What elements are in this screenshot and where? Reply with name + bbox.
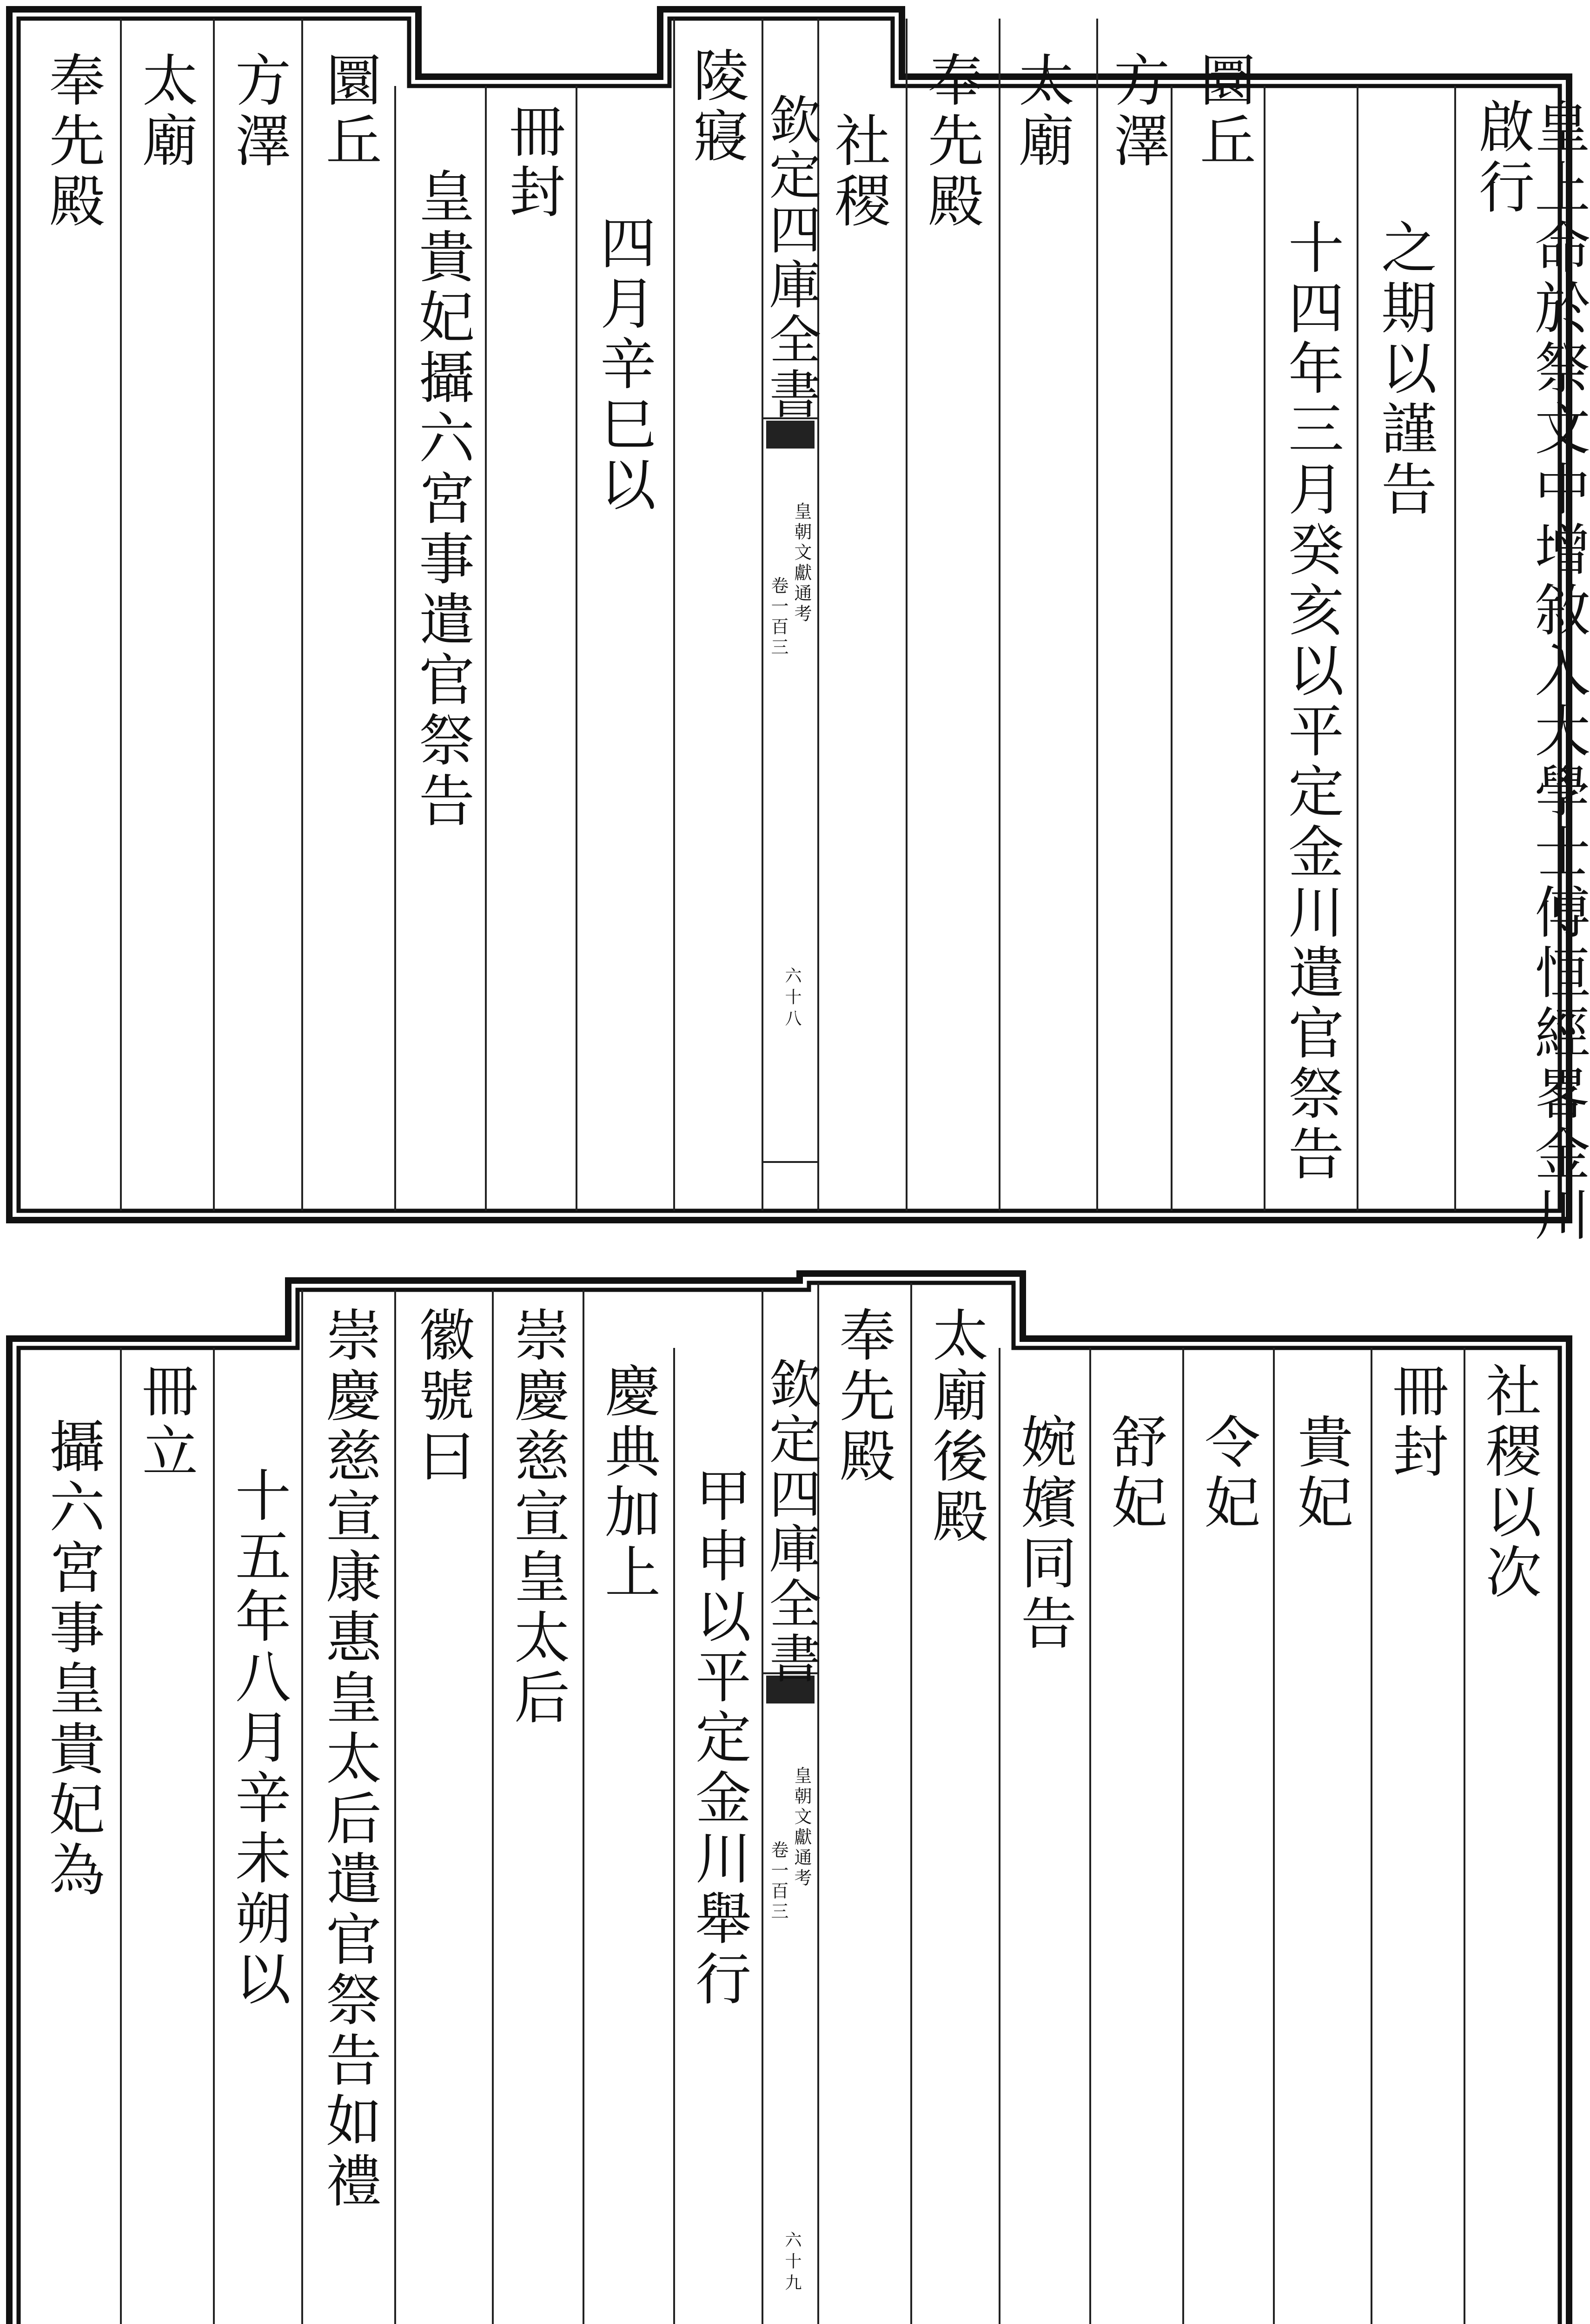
text-column: 奉先殿 xyxy=(40,51,105,232)
center-book-title: 皇朝文獻通考 xyxy=(791,1766,812,1889)
text-column: 四月辛巳以 xyxy=(591,214,656,516)
text-column: 甲申以平定金川舉行 xyxy=(686,1466,751,2010)
text-column: 冊立 xyxy=(133,1362,198,1483)
text-column: 方澤 xyxy=(226,51,291,172)
text-column: 十四年三月癸亥以平定金川遣官祭告 xyxy=(1279,218,1344,1185)
text-column: 慶典加上 xyxy=(596,1362,660,1604)
text-column: 貴妃 xyxy=(1288,1413,1353,1534)
text-column: 奉先殿 xyxy=(919,51,983,232)
fishtail-mark xyxy=(766,421,815,449)
text-column: 皇貴妃攝六宮事遣官祭告 xyxy=(410,167,474,832)
text-column: 社稷以次 xyxy=(1477,1362,1541,1604)
text-column: 奉先殿 xyxy=(830,1306,895,1487)
center-volume: 卷一百三 xyxy=(768,576,788,658)
text-column: 崇慶慈宣康惠皇太后遣官祭告如禮 xyxy=(317,1306,381,2212)
text-column: 圜丘 xyxy=(317,51,381,172)
text-column: 舒妃 xyxy=(1102,1413,1167,1534)
page-bottom xyxy=(0,1264,1578,2324)
text-column: 圜丘 xyxy=(1191,51,1255,172)
center-page-number: 六十九 xyxy=(782,2231,802,2295)
text-column: 社稷 xyxy=(826,112,890,232)
text-column: 令妃 xyxy=(1195,1413,1260,1534)
text-column: 皇上命於祭文中增敘入大學士傅恒經畧金川啟行 xyxy=(1470,98,1590,1246)
center-title: 欽定四庫全書 xyxy=(761,1357,821,1686)
text-column: 婉嬪同告 xyxy=(1012,1413,1076,1655)
text-column: 之期以謹告 xyxy=(1372,218,1437,521)
text-column: 冊封 xyxy=(1384,1362,1448,1483)
text-column: 徽號曰 xyxy=(410,1306,474,1487)
text-column: 太廟 xyxy=(133,51,198,172)
text-column: 太廟 xyxy=(1009,51,1074,172)
center-volume: 卷一百三 xyxy=(768,1841,788,1922)
text-column: 陵寢 xyxy=(684,46,749,167)
text-column: 攝六宮事皇貴妃為 xyxy=(40,1418,105,1901)
text-column: 太廟後殿 xyxy=(923,1306,988,1548)
text-column: 冊封 xyxy=(500,102,565,223)
center-book-title: 皇朝文獻通考 xyxy=(791,502,812,625)
text-column: 十五年八月辛未朔以 xyxy=(226,1466,291,2010)
center-page-number: 六十八 xyxy=(782,967,802,1031)
center-title: 欽定四庫全書 xyxy=(761,93,821,422)
text-column: 方澤 xyxy=(1105,51,1169,172)
text-column: 崇慶慈宣皇太后 xyxy=(505,1306,570,1729)
